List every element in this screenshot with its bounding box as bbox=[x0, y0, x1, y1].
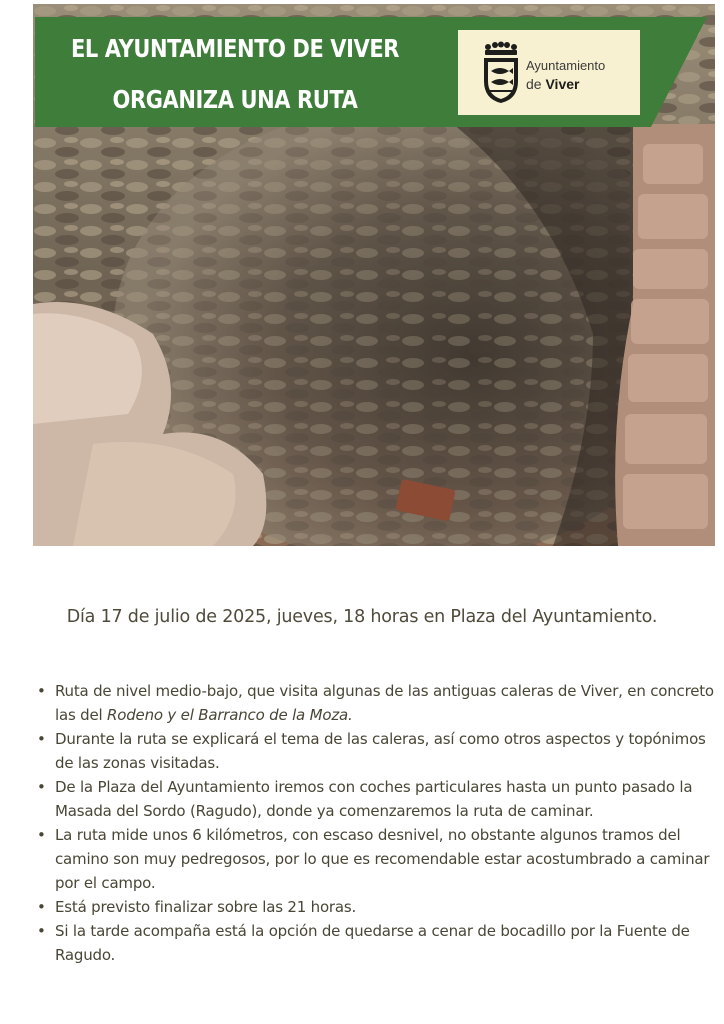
logo-text-ayuntamiento: Ayuntamiento bbox=[526, 58, 606, 73]
ayuntamiento-logo bbox=[458, 30, 640, 115]
list-item: • Ruta de nivel medio-bajo, que visita algunas de las antiguas caleras de Viver, en concreto las del Rodeno y el Barranco de la Moza. bbox=[36, 679, 716, 727]
route-details-list bbox=[36, 679, 716, 967]
list-item: • La ruta mide unos 6 kilómetros, con escaso desnivel, no obstante algunos tramos del camino son muy pedregosos, por lo que es recomendable estar acostumbrado a caminar por el campo. bbox=[36, 823, 716, 895]
list-item: • De la Plaza del Ayuntamiento iremos con coches particulares hasta un punto pasado la Masada del Sordo (Ragudo), donde ya comenzaremos la ruta de caminar. bbox=[36, 775, 716, 823]
list-item: • Durante la ruta se explicará el tema de las caleras, así como otros aspectos y topónimos de las zonas visitadas. bbox=[36, 727, 716, 775]
banner-title-line2: ORGANIZA UNA RUTA bbox=[112, 85, 358, 114]
banner-title-line1: EL AYUNTAMIENTO DE VIVER bbox=[70, 34, 400, 63]
viver-coat-of-arms-icon bbox=[480, 41, 522, 105]
event-date-headline: Día 17 de julio de 2025, jueves, 18 horas en Plaza del Ayuntamiento. bbox=[66, 607, 658, 627]
list-item: • Está previsto finalizar sobre las 21 horas. bbox=[36, 895, 716, 919]
list-item: • Si la tarde acompaña está la opción de quedarse a cenar de bocadillo por la Fuente de Ragudo. bbox=[36, 919, 716, 967]
logo-text-de-viver: de Viver bbox=[526, 76, 580, 92]
